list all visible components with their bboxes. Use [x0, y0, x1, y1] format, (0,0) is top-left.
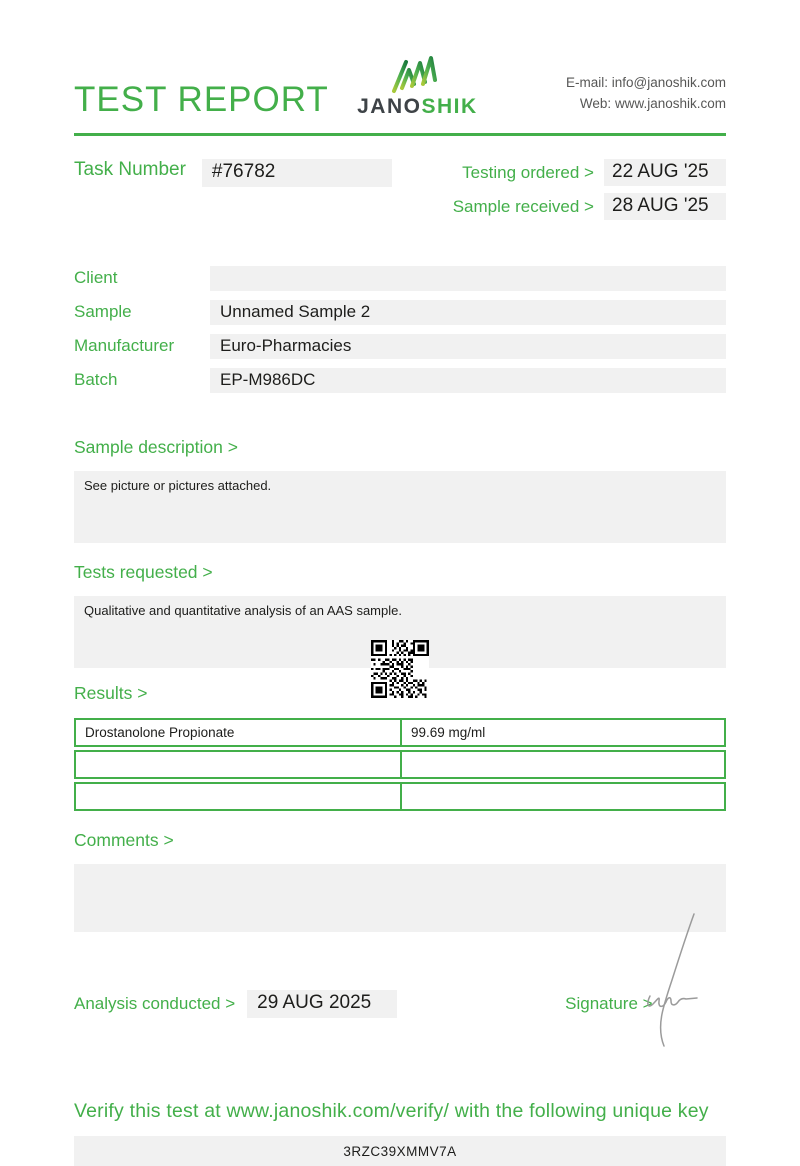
testing-ordered-value: 22 AUG '25 [604, 159, 726, 186]
sample-description-heading: Sample description > [74, 437, 238, 457]
contact-block [566, 72, 726, 117]
table-row [74, 718, 726, 747]
result-analyte-cell [76, 752, 400, 777]
logo-wordmark [357, 96, 478, 117]
verify-instruction: Verify this test at www.janoshik.com/verify/ with the following unique key [74, 1100, 709, 1122]
analysis-conducted-label: Analysis conducted > [74, 994, 236, 1013]
analysis-signature-row [74, 990, 726, 1018]
logo-text-dark: JANO [357, 95, 422, 118]
result-analyte-cell [76, 784, 400, 809]
report-header [74, 0, 726, 117]
janoshik-logo [357, 50, 478, 117]
unique-key-value: 3RZC39XMMV7A [74, 1136, 726, 1166]
signature-label: Signature > [565, 994, 653, 1013]
header-divider [74, 133, 726, 136]
testing-ordered-row [453, 159, 726, 186]
results-heading: Results > [74, 683, 148, 703]
result-value-cell [400, 784, 724, 809]
manufacturer-label: Manufacturer [74, 336, 175, 355]
tests-requested-heading: Tests requested > [74, 562, 213, 582]
table-row [74, 750, 726, 779]
info-row-batch [74, 368, 726, 393]
analysis-conducted-value: 29 AUG 2025 [247, 990, 397, 1018]
result-value-cell [400, 752, 724, 777]
sample-value: Unnamed Sample 2 [210, 300, 726, 325]
sample-description-box [74, 471, 726, 543]
qr-code-icon [371, 640, 429, 698]
sample-description-text: See picture or pictures attached. [84, 478, 272, 493]
info-row-manufacturer [74, 334, 726, 359]
task-and-dates [74, 159, 726, 220]
batch-label: Batch [74, 370, 118, 389]
results-table [74, 718, 726, 811]
sample-label: Sample [74, 302, 132, 321]
info-row-client [74, 266, 726, 291]
result-analyte-cell: Drostanolone Propionate [85, 725, 235, 740]
task-number-value: #76782 [202, 159, 392, 187]
sample-info-block [74, 266, 726, 393]
page-title: TEST REPORT [74, 80, 329, 119]
table-row [74, 782, 726, 811]
sample-received-value: 28 AUG '25 [604, 193, 726, 220]
signature-image [636, 910, 708, 1052]
sample-received-label: Sample received > [452, 196, 594, 216]
task-number-label: Task Number [74, 159, 186, 180]
batch-value: EP-M986DC [210, 368, 726, 393]
contact-web: Web: www.janoshik.com [579, 96, 726, 112]
comments-box [74, 864, 726, 932]
client-value [210, 266, 726, 291]
tests-requested-text: Qualitative and quantitative analysis of an AAS sample. [84, 603, 402, 618]
trending-peaks-chart-icon [390, 50, 444, 94]
result-value-cell: 99.69 mg/ml [400, 720, 724, 745]
info-row-sample [74, 300, 726, 325]
testing-ordered-label: Testing ordered > [462, 162, 594, 182]
contact-email: E-mail: info@janoshik.com [565, 74, 726, 90]
sample-received-row [453, 193, 726, 220]
client-label: Client [74, 268, 118, 287]
comments-heading: Comments > [74, 830, 174, 850]
manufacturer-value: Euro-Pharmacies [210, 334, 726, 359]
logo-text-green: SHIK [421, 95, 478, 118]
